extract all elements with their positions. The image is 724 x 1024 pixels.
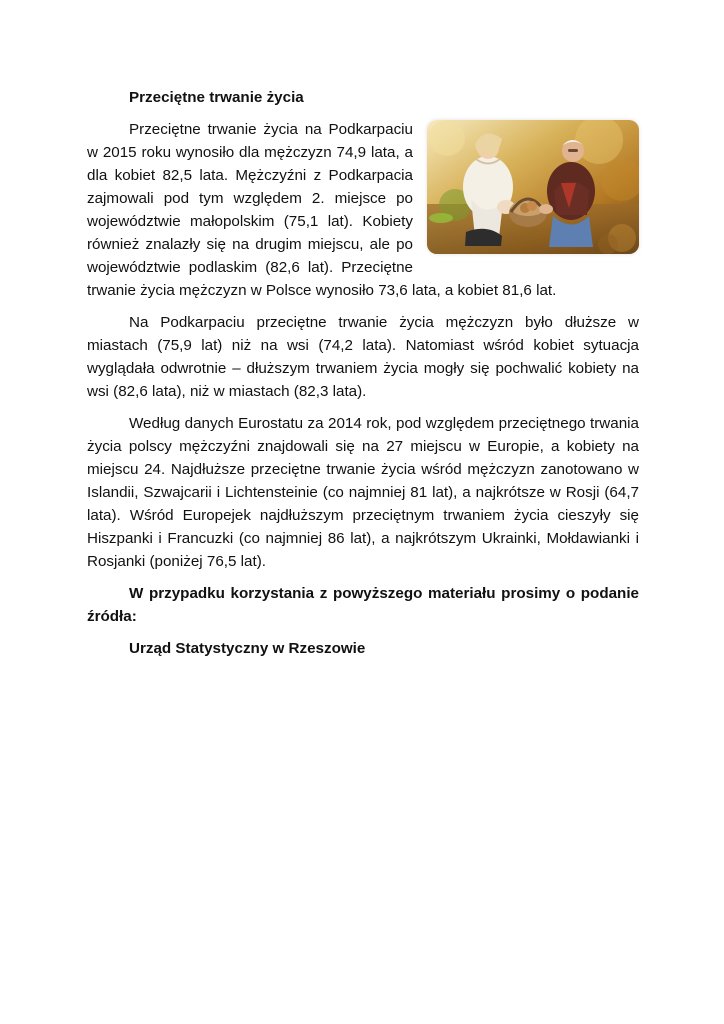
photo-elderly-couple-mushroom-picking (427, 120, 639, 254)
paragraph-eurostat-comparison: Według danych Eurostatu za 2014 rok, pod względem przeciętnego trwania życia polscy mężczyźni znajdowali się na 27 miejscu w Europie, a kobiety na miejscu 24. Najdłuższe przeciętne trwanie życia wśród mężczyzn zanotowano w Islandii, Szwajcarii i Lichtensteinie (co najmniej 81 lat), a najkrótsze w Rosji (64,7 lata). Wśród Europejek najdłuższym przeciętnym trwaniem życia cieszyły się Hiszpanki i Francuzki (co najmniej 86 lat), a najkrótszym Ukrainki, Mołdawianki i Rosjanki (poniżej 76,5 lat). (87, 415, 639, 570)
paragraph-urban-rural-comparison: Na Podkarpaciu przeciętne trwanie życia mężczyzn było dłuższe w miastach (75,9 lat) niż na wsi (74,2 lata). Natomiast wśród kobiet sytuacja wyglądała odwrotnie – dłuższym trwaniem życia mogły się pochwalić kobiety na wsi (82,6 lata), niż w miastach (82,3 lata). (87, 314, 639, 400)
document-title: Przeciętne trwanie życia (129, 89, 304, 106)
paragraph-text-1: Przeciętne trwanie życia na Podkarpaciu w 2015 roku wynosiło dla mężczyzn 74,9 lata, a dla kobiet 82,5 lata. Mężczyźni z Podkarpacia zajmowali pod tym względem 2. miejsce po województwie małopolskim (75,1 lat). Kobiety również znalazły się na drugim miejscu, ale po województwie podlaskim (82,6 lat). Przeciętne trwanie życia mężczyzn w Polsce wynosiło 73,6 lata, a kobiet 81,6 lat. (87, 121, 557, 299)
document-page (87, 86, 639, 669)
source-name: Urząd Statystyczny w Rzeszowie (129, 640, 366, 657)
paragraph-life-expectancy-podkarpacie (87, 118, 639, 302)
source-note: W przypadku korzystania z powyższego materiału prosimy o podanie źródła: (87, 585, 639, 625)
